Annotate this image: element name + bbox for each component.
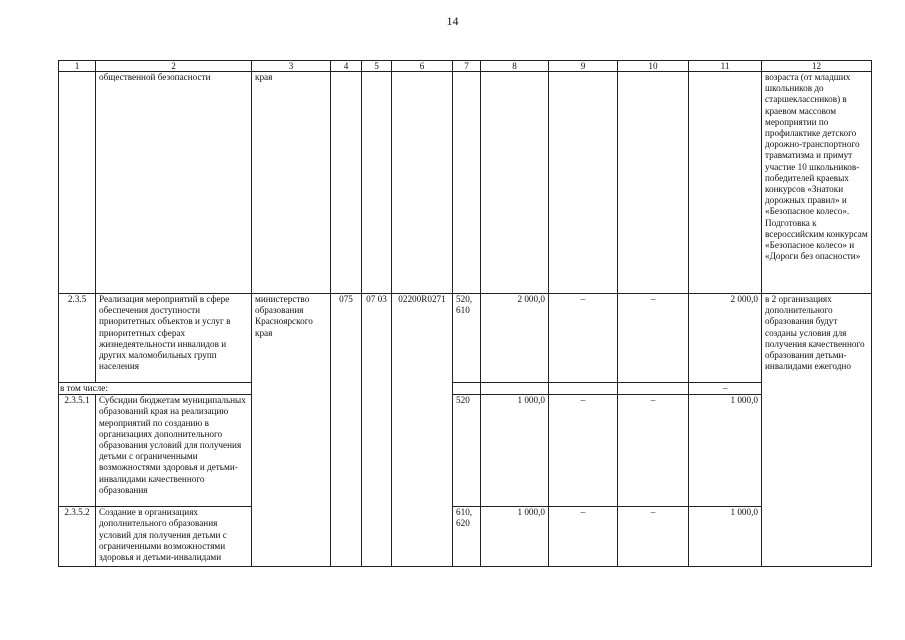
cell-code-gbs: 075	[331, 294, 362, 567]
header-cell: 6	[392, 61, 453, 72]
cell-number: 2.3.5.2	[59, 507, 96, 567]
cell	[453, 383, 481, 395]
cell-name: Создание в организациях дополнительного образования условий для получения детьми с ограниченными возможностями здоровья и детьми-инвалидами	[96, 507, 252, 567]
header-cell: 5	[362, 61, 392, 72]
cell-name: общественной безопасности	[96, 72, 252, 294]
cell-code-rzpr: 07 03	[362, 294, 392, 567]
cell-amount: –	[549, 294, 618, 383]
cell	[618, 72, 689, 294]
cell-total: 1 000,0	[689, 395, 762, 507]
table-row-including	[59, 383, 872, 395]
cell	[362, 72, 392, 294]
cell	[481, 383, 549, 395]
header-cell: 12	[762, 61, 872, 72]
cell-total: 2 000,0	[689, 294, 762, 383]
header-cell: 10	[618, 61, 689, 72]
header-cell: 1	[59, 61, 96, 72]
budget-table	[58, 60, 872, 567]
cell-amount: –	[618, 395, 689, 507]
header-row	[59, 61, 872, 72]
cell-amount: –	[549, 507, 618, 567]
header-cell: 7	[453, 61, 481, 72]
cell	[549, 383, 618, 395]
cell-result: возраста (от младших школьников до старшеклассников) в краевом массовом мероприятии по профилактике детского дорожно-транспортного травматизма и примут участие 10 школьников-победителей краевых конкурсов «Знатоки дорожных правил» и «Безопасное колесо». Подготовка к всероссийским конкурсам «Безопасное колесо» и «Дороги без опасности»	[762, 72, 872, 294]
header-cell: 9	[549, 61, 618, 72]
cell-name: Реализация мероприятий в сфере обеспечения доступности приоритетных объектов и услуг в приоритетных сферах жизнедеятельности инвалидов и других маломобильных групп населения	[96, 294, 252, 383]
cell-code-vr: 520, 610	[453, 294, 481, 383]
cell-amount: 1 000,0	[481, 507, 549, 567]
header-cell: 3	[252, 61, 331, 72]
cell-total: 1 000,0	[689, 507, 762, 567]
cell	[689, 72, 762, 294]
header-cell: 8	[481, 61, 549, 72]
cell-executor: министерство образования Красноярского края	[252, 294, 331, 567]
table-row-2-3-5	[59, 294, 872, 383]
cell-total: –	[689, 383, 762, 395]
cell	[331, 72, 362, 294]
cell-including-label: в том числе:	[59, 383, 252, 395]
cell	[481, 72, 549, 294]
header-cell: 11	[689, 61, 762, 72]
header-cell: 2	[96, 61, 252, 72]
cell	[59, 72, 96, 294]
table-row-continuation	[59, 72, 872, 294]
cell-name: Субсидии бюджетам муниципальных образований края на реализацию мероприятий по созданию в организациях дополнительного образования условий для получения детьми с ограниченными возможностями здоровья и детьми-инвалидами качественного образования	[96, 395, 252, 507]
cell-amount: –	[549, 395, 618, 507]
cell	[392, 72, 453, 294]
cell-amount: –	[618, 507, 689, 567]
cell	[618, 383, 689, 395]
cell-amount: –	[618, 294, 689, 383]
table-row-2-3-5-1	[59, 395, 872, 507]
page-number: 14	[446, 14, 459, 28]
header-cell: 4	[331, 61, 362, 72]
cell	[549, 72, 618, 294]
cell-number: 2.3.5.1	[59, 395, 96, 507]
cell-result: в 2 организациях дополнительного образования будут созданы условия для получения качественного образования детьми-инвалидами ежегодно	[762, 294, 872, 567]
cell-code-vr: 610, 620	[453, 507, 481, 567]
table-row-2-3-5-2	[59, 507, 872, 567]
cell	[453, 72, 481, 294]
cell-amount: 1 000,0	[481, 395, 549, 507]
cell-amount: 2 000,0	[481, 294, 549, 383]
cell-code-csr: 02200R0271	[392, 294, 453, 567]
cell-executor: края	[252, 72, 331, 294]
cell-code-vr: 520	[453, 395, 481, 507]
cell-number: 2.3.5	[59, 294, 96, 383]
